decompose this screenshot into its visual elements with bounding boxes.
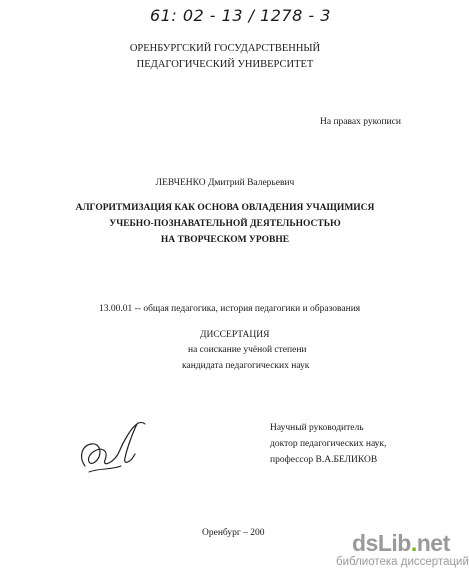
watermark-logo[interactable] [352, 530, 450, 557]
watermark-logo-tld: net [416, 530, 450, 556]
author-name: ЛЕВЧЕНКО Дмитрий Валерьевич [155, 178, 295, 188]
supervisor-title: Научный руководитель [270, 423, 364, 433]
rights-note: На правах рукописи [320, 117, 401, 127]
degree-line-1: на соискание учёной степени [188, 345, 307, 355]
specialty-code: 13.00.01 -- общая педагогика, история педагогики и образования [99, 304, 361, 314]
document-type: ДИССЕРТАЦИЯ [200, 330, 270, 340]
handwritten-archive-code: 61: 02 - 13 / 1278 - 3 [150, 6, 331, 25]
city-year: Оренбург – 200 [202, 528, 265, 538]
supervisor-name: профессор В.А.БЕЛИКОВ [270, 455, 378, 465]
university-name-line2: ПЕДАГОГИЧЕСКИЙ УНИВЕРСИТЕТ [136, 59, 314, 70]
watermark-tagline: библиотека диссертаций [336, 556, 469, 568]
title-line-2: УЧЕБНО-ПОЗНАВАТЕЛЬНОЙ ДЕЯТЕЛЬНОСТЬЮ [109, 219, 341, 229]
title-line-1: АЛГОРИТМИЗАЦИЯ КАК ОСНОВА ОВЛАДЕНИЯ УЧАЩИМИСЯ [75, 203, 375, 213]
university-name-line1: ОРЕНБУРГСКИЙ ГОСУДАРСТВЕННЫЙ [129, 43, 321, 54]
title-line-3: НА ТВОРЧЕСКОМ УРОВНЕ [160, 235, 290, 245]
watermark-logo-dot: . [410, 530, 417, 556]
degree-line-2: кандидата педагогических наук [182, 361, 310, 371]
supervisor-degree: доктор педагогических наук, [270, 439, 387, 449]
watermark-logo-main: dsLib [352, 530, 411, 556]
handwritten-signature [75, 418, 155, 482]
